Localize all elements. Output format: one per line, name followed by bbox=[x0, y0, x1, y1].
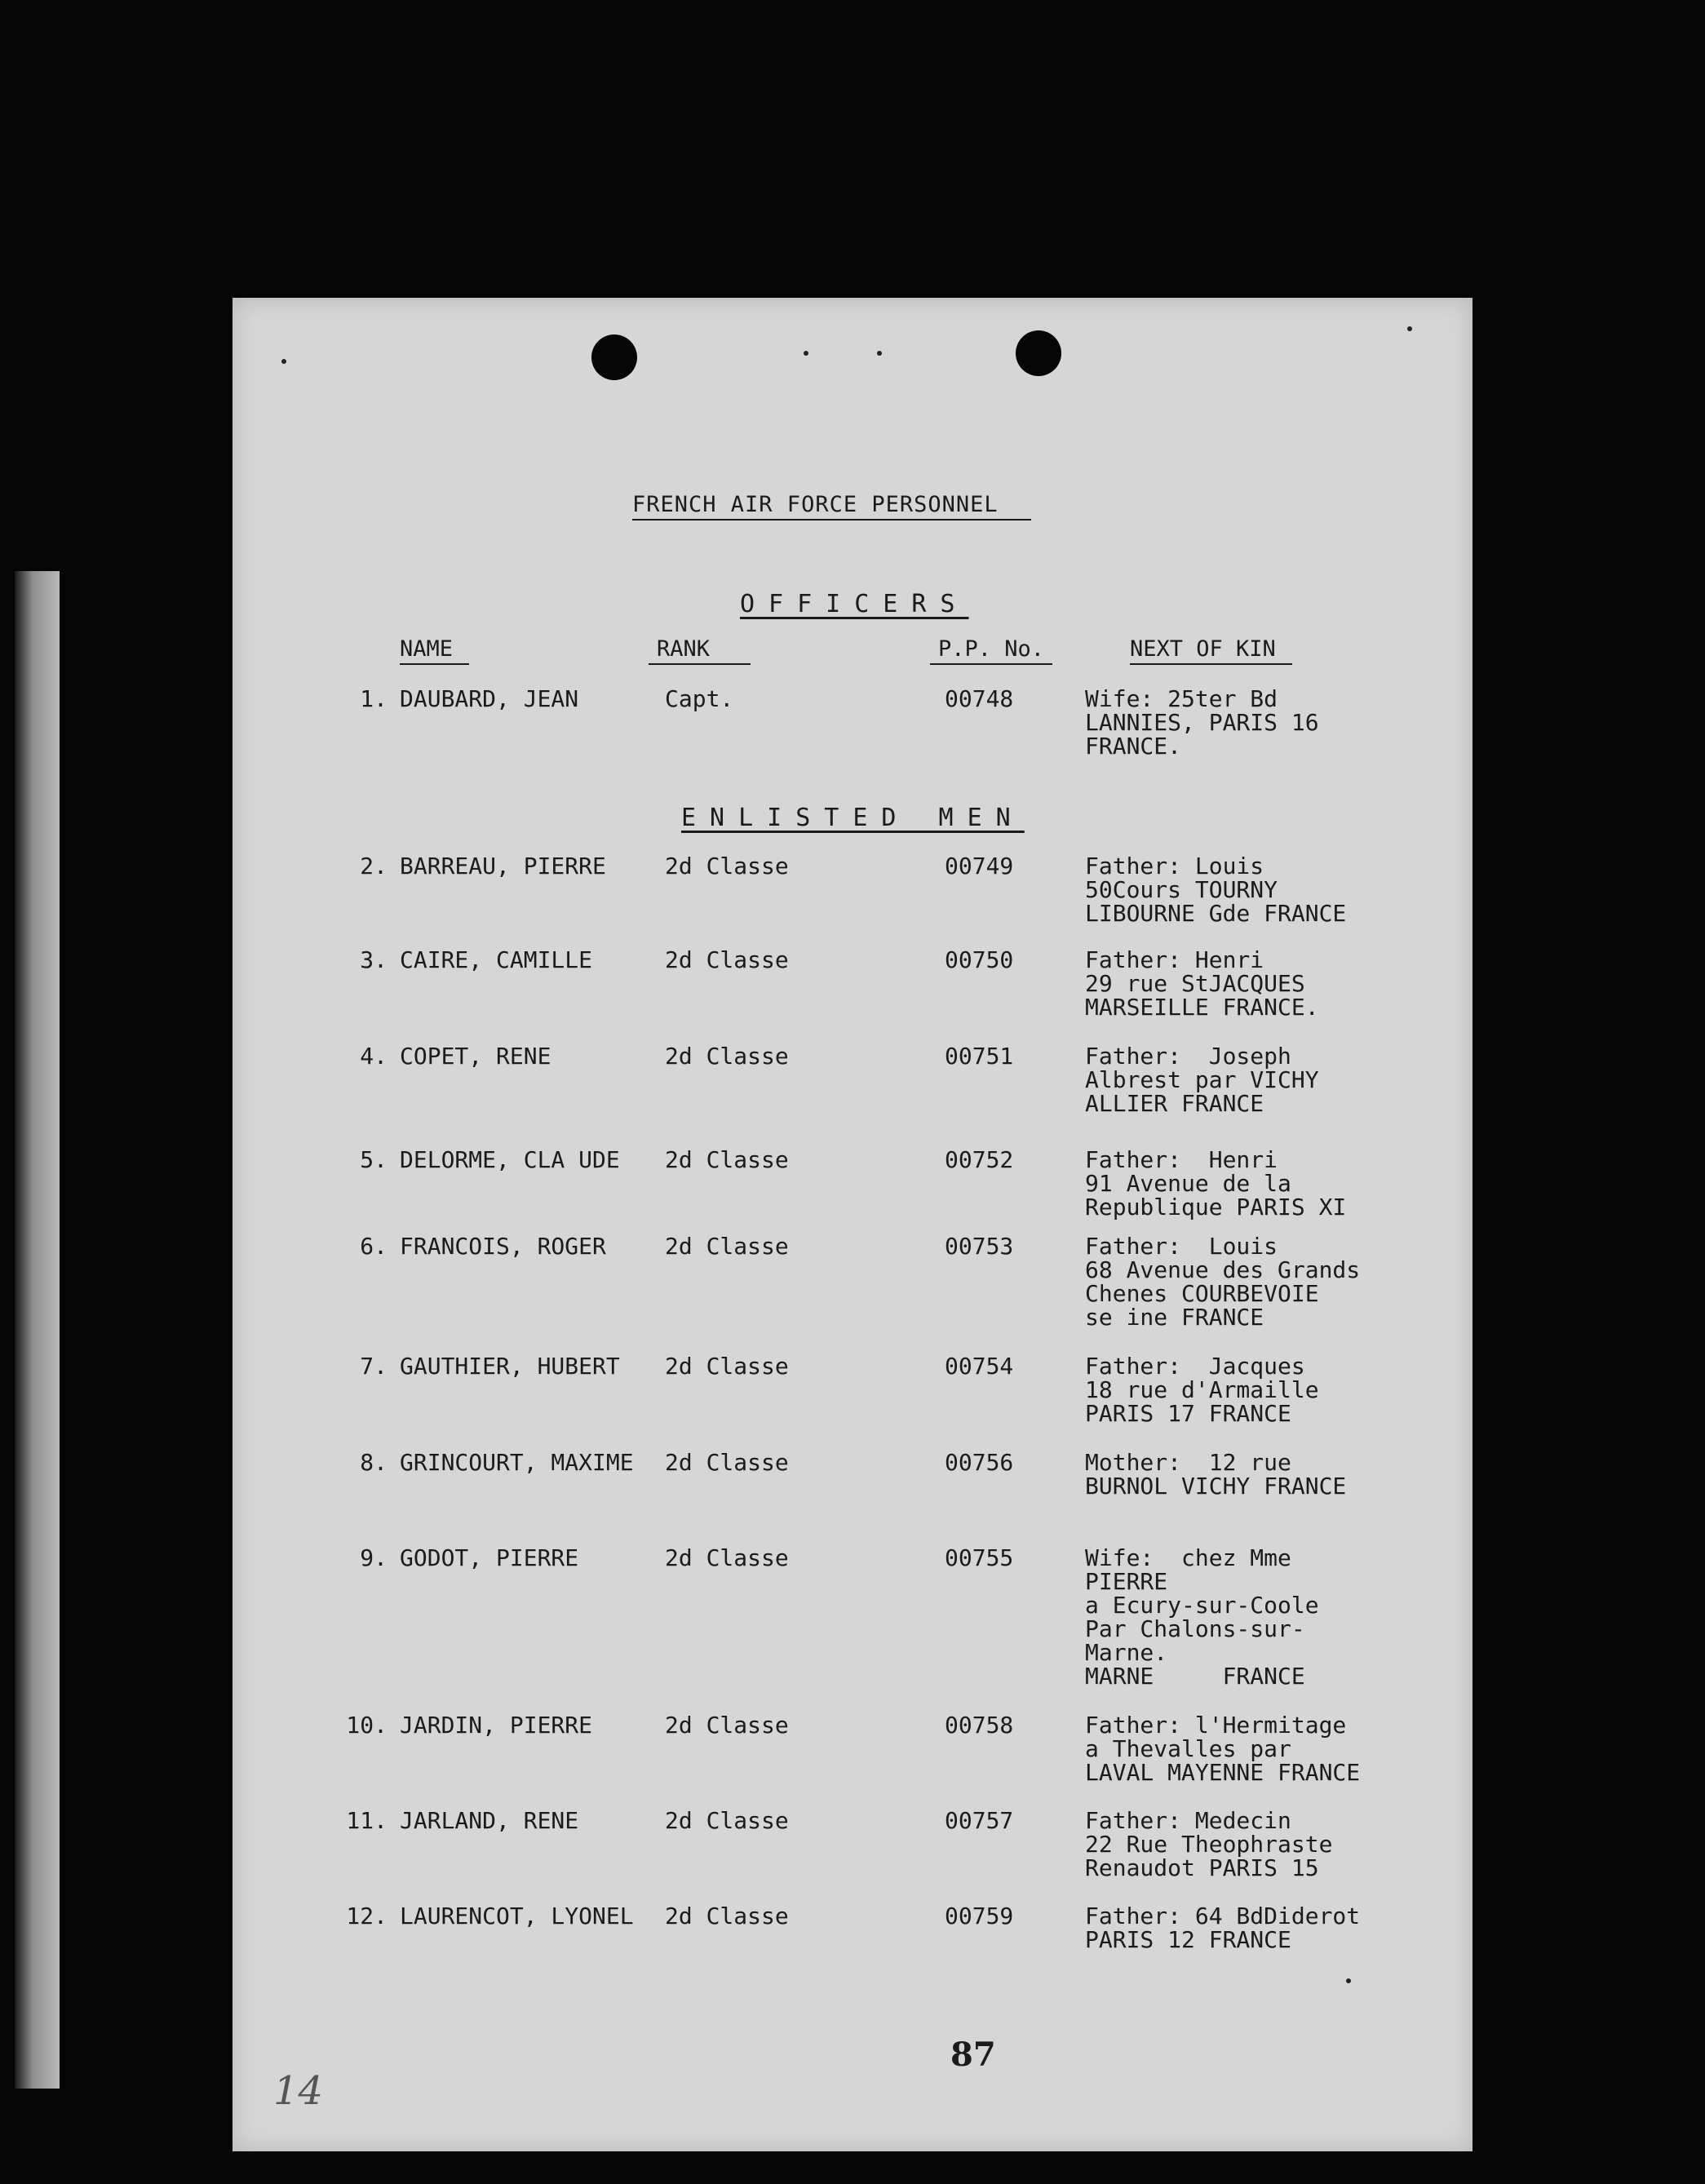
person-name: GAUTHIER, HUBERT bbox=[400, 1353, 620, 1380]
person-rank: 2d Classe bbox=[665, 1353, 789, 1380]
person-name: GODOT, PIERRE bbox=[400, 1544, 579, 1571]
next-of-kin bbox=[1085, 1546, 1319, 1688]
row-number: 8. bbox=[360, 1449, 388, 1476]
handwritten-note: 14 bbox=[273, 2068, 324, 2114]
paper-speck bbox=[804, 351, 808, 356]
next-of-kin-line: 50Cours TOURNY bbox=[1085, 876, 1278, 903]
person-rank: 2d Classe bbox=[665, 1449, 789, 1476]
next-of-kin-line: Father: Jacques bbox=[1085, 1353, 1305, 1380]
next-of-kin-line: Renaudot PARIS 15 bbox=[1085, 1854, 1319, 1881]
person-rank: 2d Classe bbox=[665, 853, 789, 879]
next-of-kin-line: Father: Medecin bbox=[1085, 1807, 1291, 1834]
document-title: FRENCH AIR FORCE PERSONNEL bbox=[632, 492, 1031, 521]
person-name: GRINCOURT, MAXIME bbox=[400, 1449, 634, 1476]
person-name: JARDIN, PIERRE bbox=[400, 1712, 593, 1739]
person-rank: 2d Classe bbox=[665, 1903, 789, 1929]
next-of-kin-line: FRANCE. bbox=[1085, 733, 1182, 760]
next-of-kin-line: 22 Rue Theophraste bbox=[1085, 1831, 1333, 1858]
next-of-kin-line: ALLIER FRANCE bbox=[1085, 1090, 1264, 1117]
pp-number: 00758 bbox=[945, 1712, 1014, 1739]
row-number: 4. bbox=[360, 1043, 388, 1070]
person-rank: 2d Classe bbox=[665, 1043, 789, 1070]
pp-number: 00751 bbox=[945, 1043, 1014, 1070]
document-page bbox=[232, 298, 1472, 2151]
next-of-kin-line: LAVAL MAYENNE FRANCE bbox=[1085, 1759, 1361, 1786]
person-name: DAUBARD, JEAN bbox=[400, 685, 579, 712]
pp-number: 00752 bbox=[945, 1146, 1014, 1173]
column-header-pp-no: P.P. No. bbox=[930, 636, 1052, 665]
pp-number: 00753 bbox=[945, 1233, 1014, 1260]
person-name: DELORME, CLA UDE bbox=[400, 1146, 620, 1173]
next-of-kin-line: Chenes COURBEVOIE bbox=[1085, 1280, 1319, 1307]
next-of-kin-line: PARIS 12 FRANCE bbox=[1085, 1926, 1291, 1953]
person-rank: 2d Classe bbox=[665, 1233, 789, 1260]
enlisted-heading: ENLISTED MEN bbox=[681, 804, 1025, 832]
next-of-kin-line: BURNOL VICHY FRANCE bbox=[1085, 1473, 1347, 1500]
next-of-kin-line: 29 rue StJACQUES bbox=[1085, 970, 1305, 997]
page-number: 87 bbox=[950, 2036, 996, 2074]
person-rank: Capt. bbox=[665, 685, 734, 712]
pp-number: 00748 bbox=[945, 685, 1014, 712]
next-of-kin-line: 91 Avenue de la bbox=[1085, 1170, 1291, 1197]
pp-number: 00759 bbox=[945, 1903, 1014, 1929]
person-rank: 2d Classe bbox=[665, 946, 789, 973]
pp-number: 00754 bbox=[945, 1353, 1014, 1380]
next-of-kin-line: Mother: 12 rue bbox=[1085, 1449, 1291, 1476]
next-of-kin-line: se ine FRANCE bbox=[1085, 1304, 1264, 1331]
next-of-kin bbox=[1085, 687, 1319, 758]
next-of-kin bbox=[1085, 1713, 1360, 1784]
person-rank: 2d Classe bbox=[665, 1146, 789, 1173]
next-of-kin bbox=[1085, 1044, 1319, 1115]
next-of-kin-line: Father: Henri bbox=[1085, 1146, 1278, 1173]
paper-speck bbox=[1407, 326, 1412, 331]
row-number: 9. bbox=[360, 1544, 388, 1571]
next-of-kin bbox=[1085, 1809, 1332, 1880]
next-of-kin-line: Par Chalons-sur- bbox=[1085, 1615, 1305, 1642]
next-of-kin-line: Wife: chez Mme bbox=[1085, 1544, 1291, 1571]
next-of-kin-line: a Thevalles par bbox=[1085, 1735, 1291, 1762]
column-header-rank: RANK bbox=[649, 636, 751, 665]
row-number: 5. bbox=[360, 1146, 388, 1173]
next-of-kin-line: Marne. bbox=[1085, 1639, 1168, 1666]
person-name: CAIRE, CAMILLE bbox=[400, 946, 593, 973]
paper-speck bbox=[877, 351, 882, 356]
next-of-kin-line: MARNE FRANCE bbox=[1085, 1663, 1305, 1690]
scan-edge-strip bbox=[15, 571, 60, 2089]
row-number: 12. bbox=[346, 1903, 388, 1929]
next-of-kin bbox=[1085, 1354, 1319, 1425]
person-rank: 2d Classe bbox=[665, 1712, 789, 1739]
next-of-kin-line: PARIS 17 FRANCE bbox=[1085, 1400, 1291, 1427]
row-number: 2. bbox=[360, 853, 388, 879]
row-number: 6. bbox=[360, 1233, 388, 1260]
next-of-kin-line: a Ecury-sur-Coole bbox=[1085, 1592, 1319, 1619]
next-of-kin bbox=[1085, 1451, 1346, 1498]
person-name: LAURENCOT, LYONEL bbox=[400, 1903, 634, 1929]
row-number: 10. bbox=[346, 1712, 388, 1739]
next-of-kin-line: Father: Joseph bbox=[1085, 1043, 1291, 1070]
person-name: FRANCOIS, ROGER bbox=[400, 1233, 606, 1260]
pp-number: 00757 bbox=[945, 1807, 1014, 1834]
next-of-kin-line: PIERRE bbox=[1085, 1568, 1168, 1595]
pp-number: 00750 bbox=[945, 946, 1014, 973]
row-number: 7. bbox=[360, 1353, 388, 1380]
person-rank: 2d Classe bbox=[665, 1544, 789, 1571]
next-of-kin-line: MARSEILLE FRANCE. bbox=[1085, 994, 1319, 1021]
next-of-kin-line: Albrest par VICHY bbox=[1085, 1066, 1319, 1093]
next-of-kin bbox=[1085, 1234, 1360, 1329]
next-of-kin-line: Father: Henri bbox=[1085, 946, 1264, 973]
next-of-kin-line: Father: 64 BdDiderot bbox=[1085, 1903, 1361, 1929]
paper-speck bbox=[1346, 1978, 1351, 1983]
pp-number: 00755 bbox=[945, 1544, 1014, 1571]
column-header-next-of-kin: NEXT OF KIN bbox=[1130, 636, 1292, 665]
row-number: 3. bbox=[360, 946, 388, 973]
next-of-kin bbox=[1085, 854, 1346, 925]
row-number: 1. bbox=[360, 685, 388, 712]
next-of-kin-line: Father: l'Hermitage bbox=[1085, 1712, 1347, 1739]
next-of-kin-line: Father: Louis bbox=[1085, 853, 1264, 879]
row-number: 11. bbox=[346, 1807, 388, 1834]
next-of-kin bbox=[1085, 1148, 1346, 1219]
next-of-kin-line: LIBOURNE Gde FRANCE bbox=[1085, 900, 1347, 927]
pp-number: 00756 bbox=[945, 1449, 1014, 1476]
person-name: BARREAU, PIERRE bbox=[400, 853, 606, 879]
person-rank: 2d Classe bbox=[665, 1807, 789, 1834]
column-header-name: NAME bbox=[400, 636, 469, 665]
next-of-kin-line: Republique PARIS XI bbox=[1085, 1194, 1347, 1220]
next-of-kin bbox=[1085, 1904, 1360, 1951]
paper-speck bbox=[281, 359, 286, 364]
next-of-kin-line: Father: Louis bbox=[1085, 1233, 1278, 1260]
punch-hole-left bbox=[591, 334, 637, 380]
next-of-kin bbox=[1085, 948, 1319, 1019]
next-of-kin-line: 68 Avenue des Grands bbox=[1085, 1256, 1361, 1283]
pp-number: 00749 bbox=[945, 853, 1014, 879]
person-name: COPET, RENE bbox=[400, 1043, 551, 1070]
person-name: JARLAND, RENE bbox=[400, 1807, 579, 1834]
next-of-kin-line: LANNIES, PARIS 16 bbox=[1085, 709, 1319, 736]
next-of-kin-line: Wife: 25ter Bd bbox=[1085, 685, 1278, 712]
next-of-kin-line: 18 rue d'Armaille bbox=[1085, 1376, 1319, 1403]
officers-heading: OFFICERS bbox=[740, 590, 969, 618]
punch-hole-right bbox=[1016, 330, 1061, 376]
